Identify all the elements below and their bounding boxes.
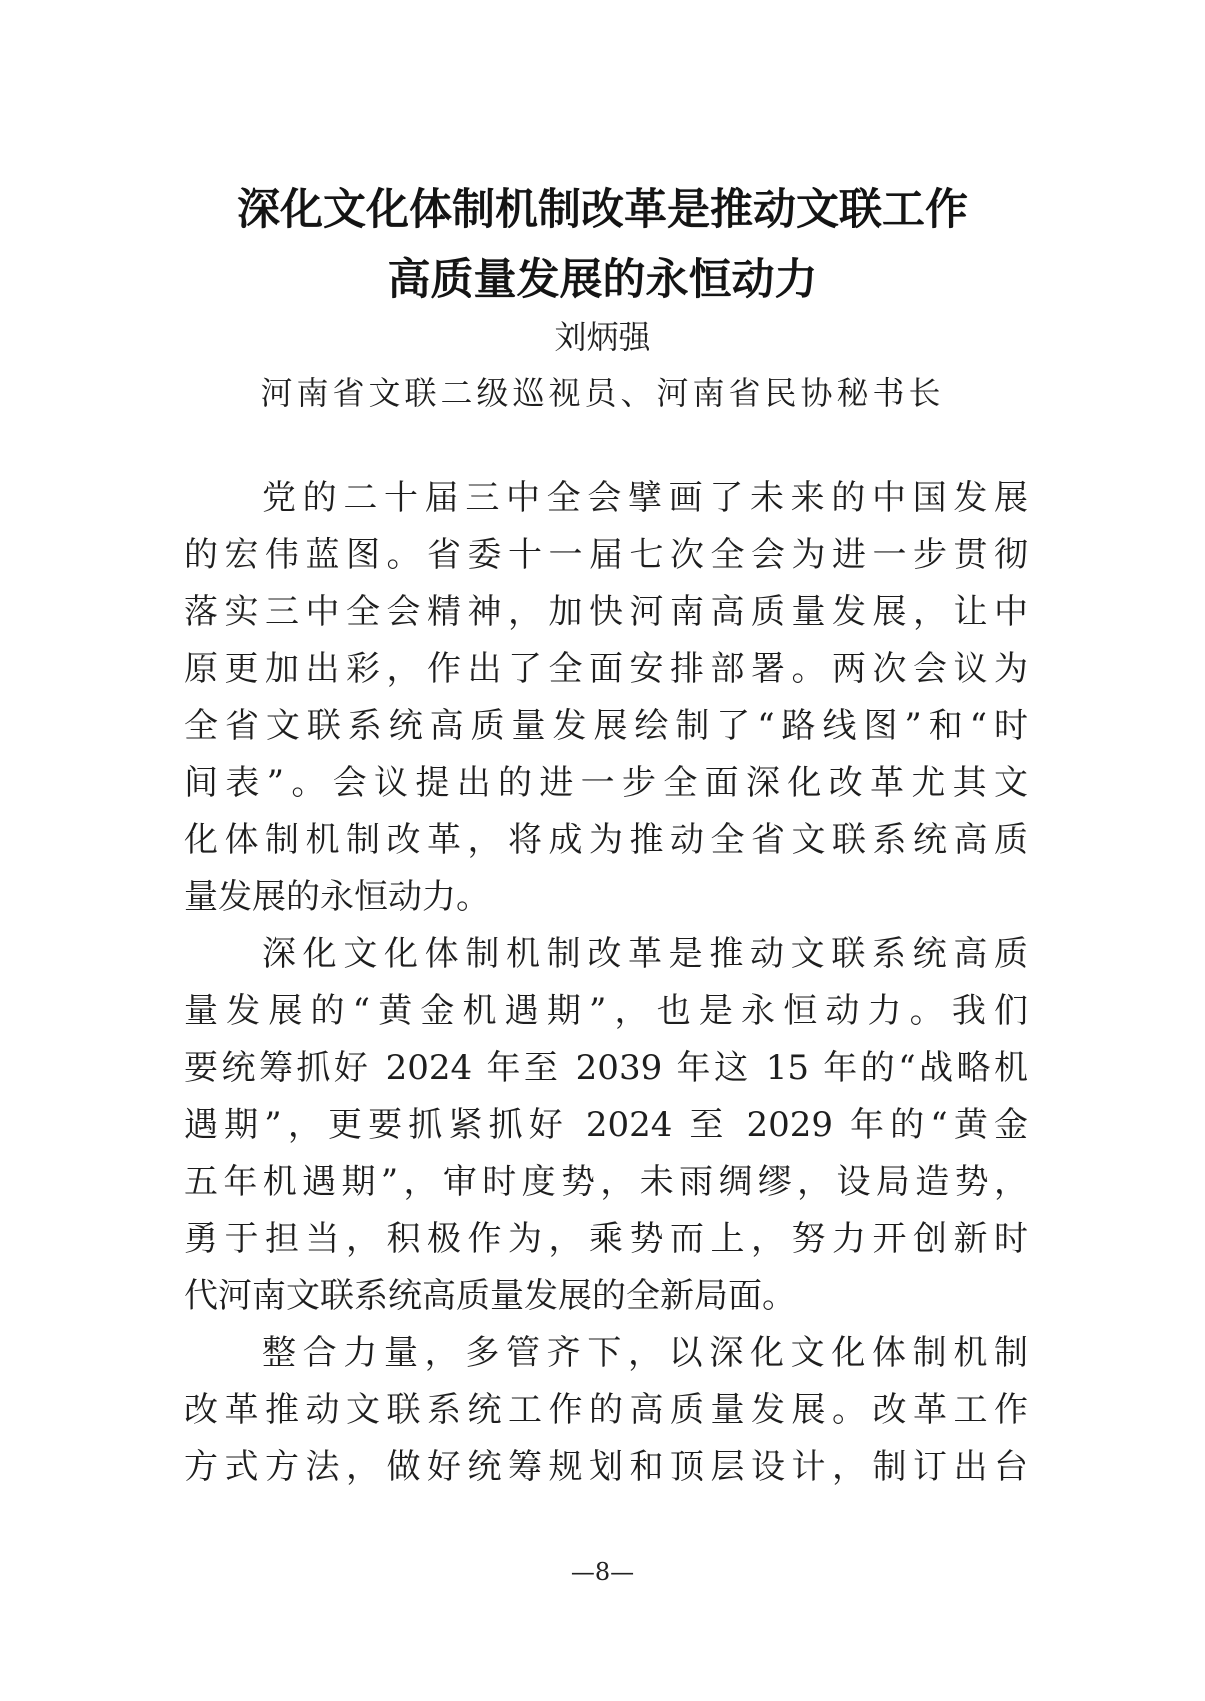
- article-title-line-1: 深化文化体制机制改革是推动文联工作: [237, 185, 968, 235]
- text-line: 的宏伟蓝图。省委十一届七次全会为进一步贯彻: [184, 535, 1028, 575]
- text-line: 代河南文联系统高质量发展的全新局面。: [184, 1276, 796, 1316]
- text-line: 量发展的永恒动力。: [184, 877, 490, 917]
- text-line: 化体制机制改革，将成为推动全省文联系统高质: [184, 820, 1028, 860]
- page-number: —8—: [570, 1558, 635, 1586]
- paragraph-1: [184, 470, 1028, 926]
- text-line: 原更加出彩，作出了全面安排部署。两次会议为: [184, 649, 1028, 689]
- text-line: 整合力量，多管齐下，以深化文化体制机制: [262, 1333, 1028, 1373]
- text-line: 方式方法，做好统筹规划和顶层设计，制订出台: [184, 1447, 1028, 1487]
- article-body: [184, 470, 1028, 1496]
- text-line: 要统筹抓好 2024 年至 2039 年这 15 年的“战略机: [184, 1048, 1028, 1088]
- text-line: 全省文联系统高质量发展绘制了“路线图”和“时: [184, 706, 1028, 746]
- paragraph-3: [184, 1325, 1028, 1496]
- text-line: 改革推动文联系统工作的高质量发展。改革工作: [184, 1390, 1028, 1430]
- text-line: 遇期”，更要抓紧抓好 2024 至 2029 年的“黄金: [184, 1105, 1028, 1145]
- text-line: 间表”。会议提出的进一步全面深化改革尤其文: [184, 763, 1028, 803]
- text-line: 勇于担当，积极作为，乘势而上，努力开创新时: [184, 1219, 1028, 1259]
- paragraph-2: [184, 926, 1028, 1325]
- author-affiliation: 河南省文联二级巡视员、河南省民协秘书长: [260, 374, 945, 412]
- text-line: 深化文化体制机制改革是推动文联系统高质: [262, 934, 1028, 974]
- author-name: 刘炳强: [554, 318, 651, 356]
- text-line: 五年机遇期”，审时度势，未雨绸缪，设局造势，: [184, 1162, 1028, 1202]
- text-line: 落实三中全会精神，加快河南高质量发展，让中: [184, 592, 1028, 632]
- text-line: 量发展的“黄金机遇期”，也是永恒动力。我们: [184, 991, 1028, 1031]
- text-line: 党的二十届三中全会擘画了未来的中国发展: [262, 478, 1028, 518]
- article-title-line-2: 高质量发展的永恒动力: [387, 255, 818, 305]
